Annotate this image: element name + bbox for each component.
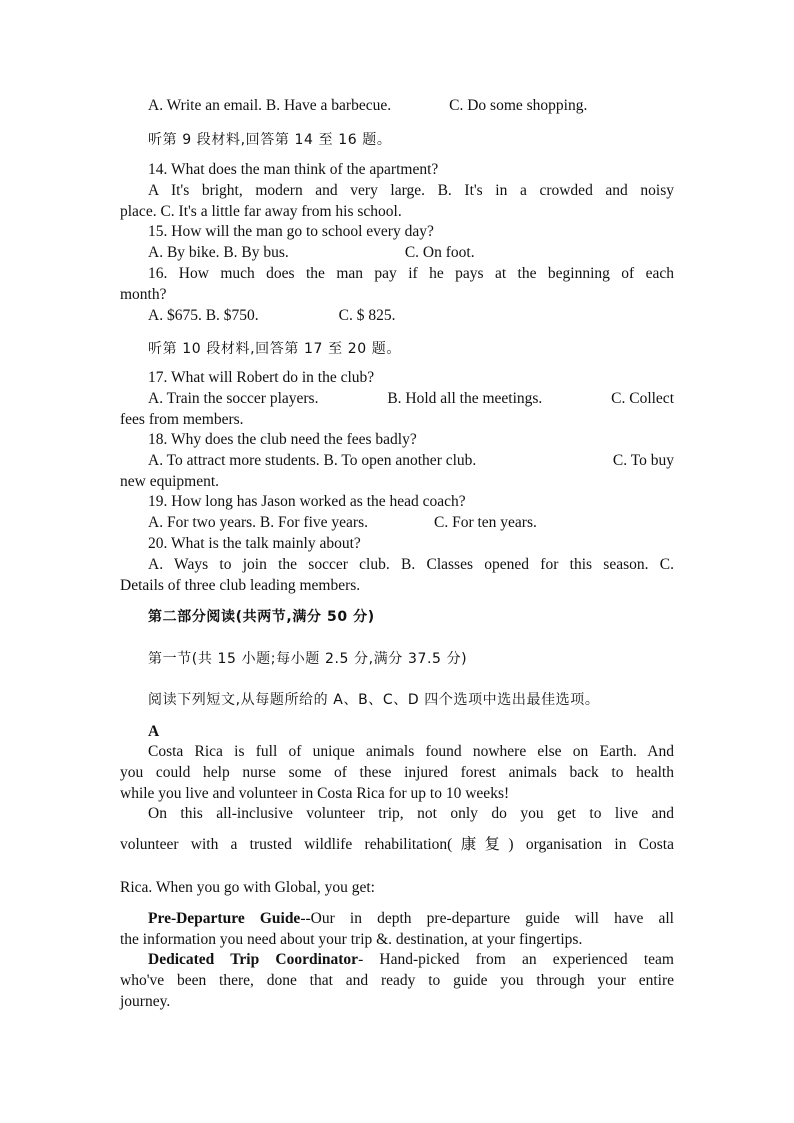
passage-label: A xyxy=(148,723,160,740)
q16-option-c: C. $ 825. xyxy=(338,306,396,324)
q17-option-b: B. Hold all the meetings. xyxy=(387,389,543,407)
q17-option-c: C. Collect xyxy=(611,389,674,407)
q19-stem: 19. How long has Jason worked as the head coach? xyxy=(148,493,466,510)
q17-stem: 17. What will Robert do in the club? xyxy=(148,369,375,386)
section-header-10: 听第 10 段材料,回答第 17 至 20 题。 xyxy=(148,341,401,357)
q16-option-ab: A. $675. B. $750. xyxy=(148,306,259,324)
question-19 xyxy=(120,492,674,534)
question-13-options xyxy=(120,96,674,117)
question-16 xyxy=(120,264,674,326)
guide-title: Pre-Departure Guide xyxy=(148,910,301,927)
q19-option-c: C. For ten years. xyxy=(433,513,537,531)
q13-option-c: C. Do some shopping. xyxy=(449,97,588,114)
pre-departure-guide-item: Pre-Departure Guide--Our in depth pre-departure guide will have all the information you need about your trip &. destination, at your fingertips. xyxy=(120,910,674,948)
q14-options-line2: place. C. It's a little far away from his school. xyxy=(120,202,402,220)
passage-paragraph-2-line2: volunteer with a trusted wildlife rehabilitation(康复) organisation in Costa xyxy=(120,836,674,853)
section-1-heading: 第一节(共 15 小题;每小题 2.5 分,满分 37.5 分) xyxy=(148,651,468,667)
q20-stem: 20. What is the talk mainly about? xyxy=(148,535,361,552)
q14-stem: 14. What does the man think of the apartment? xyxy=(148,161,439,178)
q14-options-line1: A It's bright, modern and very large. B. It's in a crowded and noisy xyxy=(148,181,674,199)
q20-options-line2: Details of three club leading members. xyxy=(120,576,361,594)
q15-option-ab: A. By bike. B. By bus. xyxy=(148,243,289,261)
question-15 xyxy=(120,222,674,264)
q18-option-ab: A. To attract more students. B. To open another club. xyxy=(148,451,477,469)
q15-stem: 15. How will the man go to school every day? xyxy=(148,223,434,240)
passage-paragraph-2: On this all-inclusive volunteer trip, not only do you get to live and xyxy=(148,805,674,822)
q15-option-c: C. On foot. xyxy=(404,243,475,261)
section-header-9: 听第 9 段材料,回答第 14 至 16 题。 xyxy=(148,132,392,148)
part-2-heading: 第二部分阅读(共两节,满分 50 分) xyxy=(148,609,375,625)
question-14 xyxy=(120,160,674,222)
question-20 xyxy=(120,534,674,596)
q13-option-ab: A. Write an email. B. Have a barbecue. xyxy=(148,97,392,114)
coordinator-title: Dedicated Trip Coordinator xyxy=(148,951,359,968)
question-18 xyxy=(120,430,674,492)
q16-stem-line1: 16. How much does the man pay if he pays at the beginning of each xyxy=(148,265,674,282)
question-17 xyxy=(120,368,674,430)
q18-option-c: C. To buy xyxy=(612,451,674,469)
q18-stem: 18. Why does the club need the fees badly? xyxy=(148,431,417,448)
q19-option-ab: A. For two years. B. For five years. xyxy=(148,513,368,531)
q20-options-line1: A. Ways to join the soccer club. B. Classes opened for this season. C. xyxy=(148,555,674,573)
passage-paragraph-1: Costa Rica is full of unique animals found nowhere else on Earth. And you could help nurse some of these injured forest animals back to health while you live and volunteer in Costa Rica for up to 10 weeks! xyxy=(120,743,674,802)
q16-stem-line2: month? xyxy=(120,285,167,303)
reading-instruction: 阅读下列短文,从每题所给的 A、B、C、D 四个选项中选出最佳选项。 xyxy=(148,692,600,708)
trip-coordinator-item: Dedicated Trip Coordinator- Hand-picked from an experienced team who've been there, done that and ready to guide you through your entire journey. xyxy=(120,951,674,1010)
q17-option-a: A. Train the soccer players. xyxy=(148,389,319,407)
passage-paragraph-2-line3: Rica. When you go with Global, you get: xyxy=(120,879,375,896)
q18-option-c-cont: new equipment. xyxy=(120,472,220,490)
q17-option-c-cont: fees from members. xyxy=(120,410,244,428)
